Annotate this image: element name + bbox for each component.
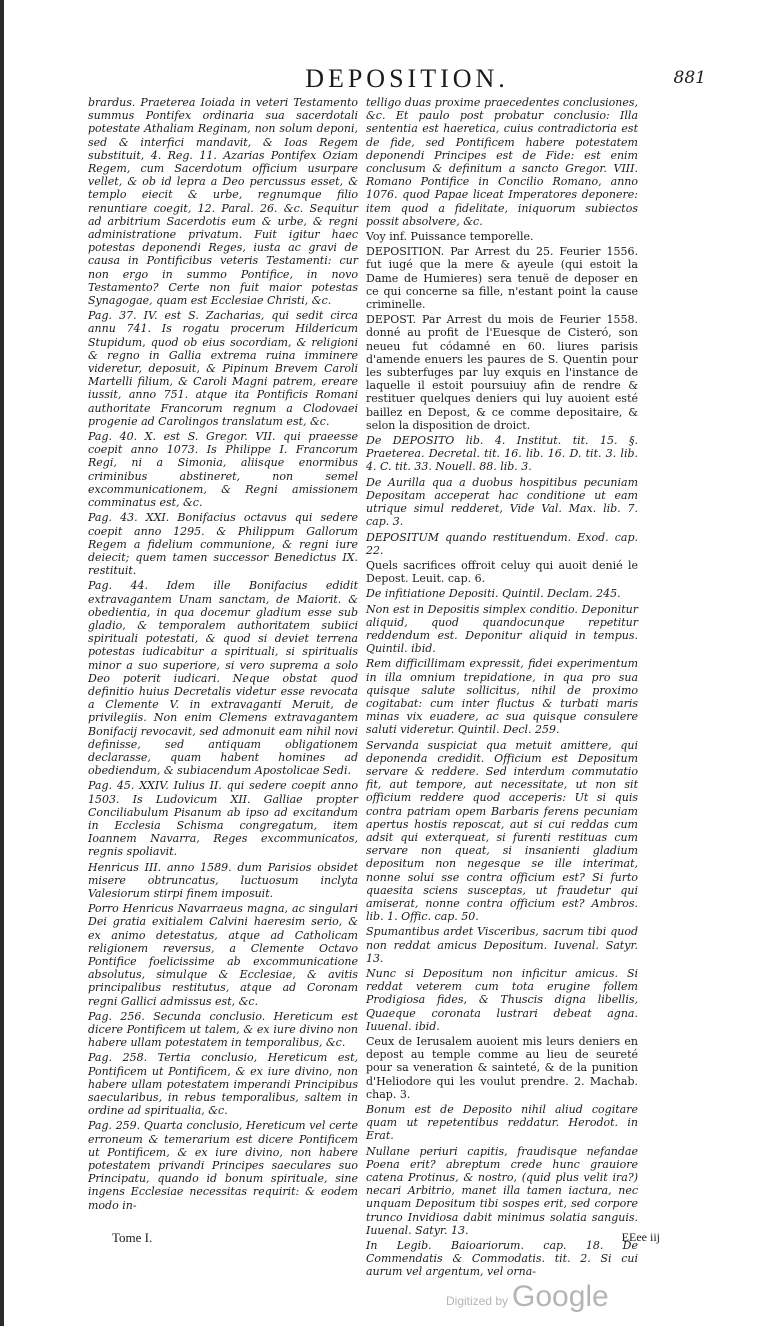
right-paragraph: Nullane periuri capitis, fraudisque nefandae Poena erit? abreptum crede hunc grauiore catena Protinus, & nostro, (quid plus velit ira?) necari Arbitrio, manet illa tamen iactura, nec unquam Depositum tibi sospes erit, sed corpore trunco Invidiosa dabit minimus solatia sanguis. Iuuenal. Satyr. 13. <box>366 1144 638 1237</box>
volume-label: Tome I. <box>112 1230 153 1245</box>
right-paragraph: Quels sacrifices offroit celuy qui auoit denié le Depost. Leuit. cap. 6. <box>366 558 638 586</box>
right-paragraph: Spumantibus ardet Visceribus, sacrum tibi quod non reddat amicus Depositum. Iuvenal. Satyr. 13. <box>366 925 638 965</box>
right-paragraph: Nunc si Depositum non inficitur amicus. Si reddat veterem cum tota erugine follem Prodigiosa fides, & Thuscis digna libellis, Quaeque coronata lustrari debeat agna. Iuuenal. ibid. <box>366 967 638 1033</box>
left-paragraph: Pag. 44. Idem ille Bonifacius edidit extravagantem Unam sanctam, de Maiorit. & obedientia, in qua docemur gladium esse sub gladio, & temporalem authoritatem subiici spirituali potestati, & quod si deviet terrena potestas iudicabitur a spirituali, si spiritualis minor a suo superiore, si vero suprema a solo Deo poterit iudicari. Neque obstat quod definitio huius Decretalis videtur esse revocata a Clemente V. in extravaganti Meruit, de privilegiis. Non enim Clemens extravagantem Bonifacij revocavit, sed admonuit eam nihil novi definisse, sed antiquam obligationem declarasse, quam habent homines ad obediendum, & subiacendum Apostolicae Sedi. <box>88 579 358 778</box>
right-paragraph: Rem difficillimam expressit, fidei experimentum in illa omnium trepidatione, in qua pro sua quisque salute sollicitus, nihil de proximo cogitabat: cum inter fluctus & turbati maris minas vix euadere, ac sua quisque consulere saluti videretur. Quintil. Decl. 259. <box>366 657 638 737</box>
right-paragraph: De Aurilla qua a duobus hospitibus pecuniam Depositam acceperat hac conditione ut eam utrique simul redderet, Vide Val. Max. lib. 7. cap. 3. <box>366 475 638 529</box>
left-paragraph: Pag. 43. XXI. Bonifacius octavus qui sedere coepit anno 1295. & Philippum Gallorum Regem a fidelium communione, & regni iure deiecit; quem tamen successor Benedictus IX. restituit. <box>88 511 358 578</box>
right-paragraph: Ceux de Ierusalem auoient mis leurs deniers en depost au temple comme au lieu de seureté pour sa veneration & sainteté, & de la punition d'Heliodore qui les voulut prendre. 2. Machab. chap. 3. <box>366 1035 638 1101</box>
left-paragraph: Pag. 40. X. est S. Gregor. VII. qui praeesse coepit anno 1073. Is Philippe I. Francorum Regi, ni a Simonia, aliisque enormibus criminibus abstineret, non semel excommunicationem, & Regni amissionem comminatus est, &c. <box>88 430 358 510</box>
signature-mark: EEee iij <box>621 1230 660 1244</box>
header-title: DEPOSITION. <box>305 64 509 93</box>
right-paragraph: DEPOSITION. Par Arrest du 25. Feurier 1556. fut iugé que la mere & ayeule (qui estoit la Dame de Humieres) sera tenuë de deposer en ce qui concerne sa fille, n'estant point la cause criminelle. <box>366 245 638 312</box>
left-paragraph: brardus. Praeterea Ioiada in veteri Testamento summus Pontifex ordinaria sua sacerdotali potestate Athaliam Reginam, non solum deponi, sed & interfici mandavit, & Ioas Regem substituit, 4. Reg. 11. Azarias Pontifex Oziam Regem, cum Sacerdotum officium usurpare vellet, & ob id lepra a Deo percussus esset, & templo eiecit & urbe, regnumque filio renuntiare coegit, 12. Paral. 26. &c. Sequitur ad arbitrium Sacerdotis eum & urbe, & regni administratione privatum. Fuit igitur haec potestas deponendi Reges, iusta ac gravi de causa in Pontificibus veteris Testamenti: cur non ergo in summo Pontifice, in novo Testamento? Certe non fuit maior potestas Synagogae, quam est Ecclesiae Christi, &c. <box>88 96 358 308</box>
left-paragraph: Pag. 45. XXIV. Iulius II. qui sedere coepit anno 1503. Is Ludovicum XII. Galliae propter Conciliabulum Pisanum ab ipso ad excitandum in Ecclesia Schisma congregatum, item Ioannem Navarra, Reges excommunicatos, regnis spoliavit. <box>88 779 358 859</box>
left-paragraph: Pag. 256. Secunda conclusio. Hereticum est dicere Pontificem ut talem, & ex iure divino non habere ullam potestatem in temporalibus, &c. <box>88 1009 358 1050</box>
page-edge <box>0 0 4 1326</box>
right-paragraph: In Legib. Baioariorum. cap. 18. De Commendatis & Commodatis. tit. 2. Si cui aurum vel argentum, vel orna- <box>366 1239 638 1279</box>
left-paragraph: Porro Henricus Navarraeus magna, ac singulari Dei gratia exitialem Calvini haeresim serio, & ex animo detestatus, atque ad Catholicam religionem reversus, a Clemente Octavo Pontifice foelicissime ab excommunicatione absolutus, simulque & Ecclesiae, & avitis principalibus restitutus, atque ad Coronam regni Gallici admissus est, &c. <box>88 902 358 1008</box>
right-paragraph: telligo duas proxime praecedentes conclusiones, &c. Et paulo post probatur conclusio: Illa sententia est haeretica, cuius contradictoria est de fide, sed Pontificem habere potestatem deponendi Principes est de Fide: est enim conclusum & definitum a sancto Gregor. VIII. Romano Pontifice in Concilio Romano, anno 1076. quod Papae liceat Imperatores deponere: item quod a fidelitate, iniquorum subiectos possit absolvere, &c. <box>366 96 638 228</box>
left-column <box>88 96 358 1240</box>
right-paragraph: DEPOST. Par Arrest du mois de Feurier 1558. donné au profit de l'Euesque de Cisteró, son neueu fut códamné en 60. liures parisis d'amende enuers les paures de S. Quentin pour les subterfuges par luy exquis en l'instance de laquelle il estoit poursuiuy afin de rendre & restituer quelques deniers qui luy auoient esté baillez en Depost, & ce comme depositaire, & selon la disposition de droict. <box>366 313 638 432</box>
watermark-small-text: Digitized by <box>446 1294 509 1308</box>
page-footer <box>100 1230 660 1252</box>
right-column <box>366 96 638 1279</box>
left-paragraph: Pag. 258. Tertia conclusio, Hereticum est, Pontificem ut Pontificem, & ex iure divino, non habere ullam potestatem imperandi Principibus saecularibus, in rebus temporalibus, saltem in ordine ad spiritualia, &c. <box>88 1051 358 1118</box>
running-header <box>100 64 706 98</box>
right-paragraph: Bonum est de Deposito nihil aliud cogitare quam ut repetentibus reddatur. Herodot. in Erat. <box>366 1103 638 1143</box>
left-paragraph: Henricus III. anno 1589. dum Parisios obsidet misere obtruncatus, luctuosum inclyta Valesiorum stirpi finem imposuit. <box>88 860 358 900</box>
right-paragraph: Servanda suspiciat qua metuit amittere, qui deponenda credidit. Officium est Depositum servare & reddere. Sed interdum commutatio fit, aut tempore, aut necessitate, ut non sit officium reddere quod acceperis: Ut si quis contra patriam opem Barbaris ferens pecuniam apertus hostis reposcat, aut si cui reddas cum adsit qui exterqueat, si furenti restituas cum servare non queat, si insanienti gladium depositum non negesque se ille interimat, nonne solui sse contra officium est? Si furto quaesita sciens susceptas, ut fraudetur qui amiserat, nonne contra officium est? Ambros. lib. 1. Offic. cap. 50. <box>366 738 638 924</box>
right-paragraph: Non est in Depositis simplex conditio. Deponitur aliquid, quod quandocunque repetitur reddendum est. Deponitur aliquid in tempus. Quintil. ibid. <box>366 602 638 656</box>
left-paragraph: Pag. 259. Quarta conclusio, Hereticum vel certe erroneum & temerarium est dicere Pontificem ut Pontificem, & ex iure divino, non habere potestatem privandi Principes saeculares suo Principatu, quando id bonum spirituale, sine ingens Ecclesiae necessitas requirit: & eodem modo in- <box>88 1119 358 1212</box>
google-logo: Google <box>512 1280 609 1313</box>
page-number: 881 <box>673 68 706 88</box>
right-paragraph: De infitiatione Depositi. Quintil. Declam. 245. <box>366 587 621 601</box>
left-paragraph: Pag. 37. IV. est S. Zacharias, qui sedit circa annu 741. Is rogatu procerum Hildericum Stupidum, quod ob eius socordiam, & religioni & regno in Gallia extrema ruina imminere videretur, deposuit, & Pipinum Brevem Caroli Martelli filium, & Caroli Magni patrem, ereare iussit, anno 751. atque ita Pontificis Romani authoritate Francorum regnum a Clodovaei progenie ad Carolingos translatum est, &c. <box>88 309 358 428</box>
right-paragraph: De DEPOSITO lib. 4. Institut. tit. 15. §. Praeterea. Decretal. tit. 16. lib. 16. D. tit. 3. lib. 4. C. tit. 33. Nouell. 88. lib. 3. <box>366 434 638 474</box>
right-paragraph: DEPOSITUM quando restituendum. Exod. cap. 22. <box>366 530 638 557</box>
digitized-watermark <box>434 1280 734 1320</box>
right-paragraph: Voy inf. Puissance temporelle. <box>366 230 534 244</box>
